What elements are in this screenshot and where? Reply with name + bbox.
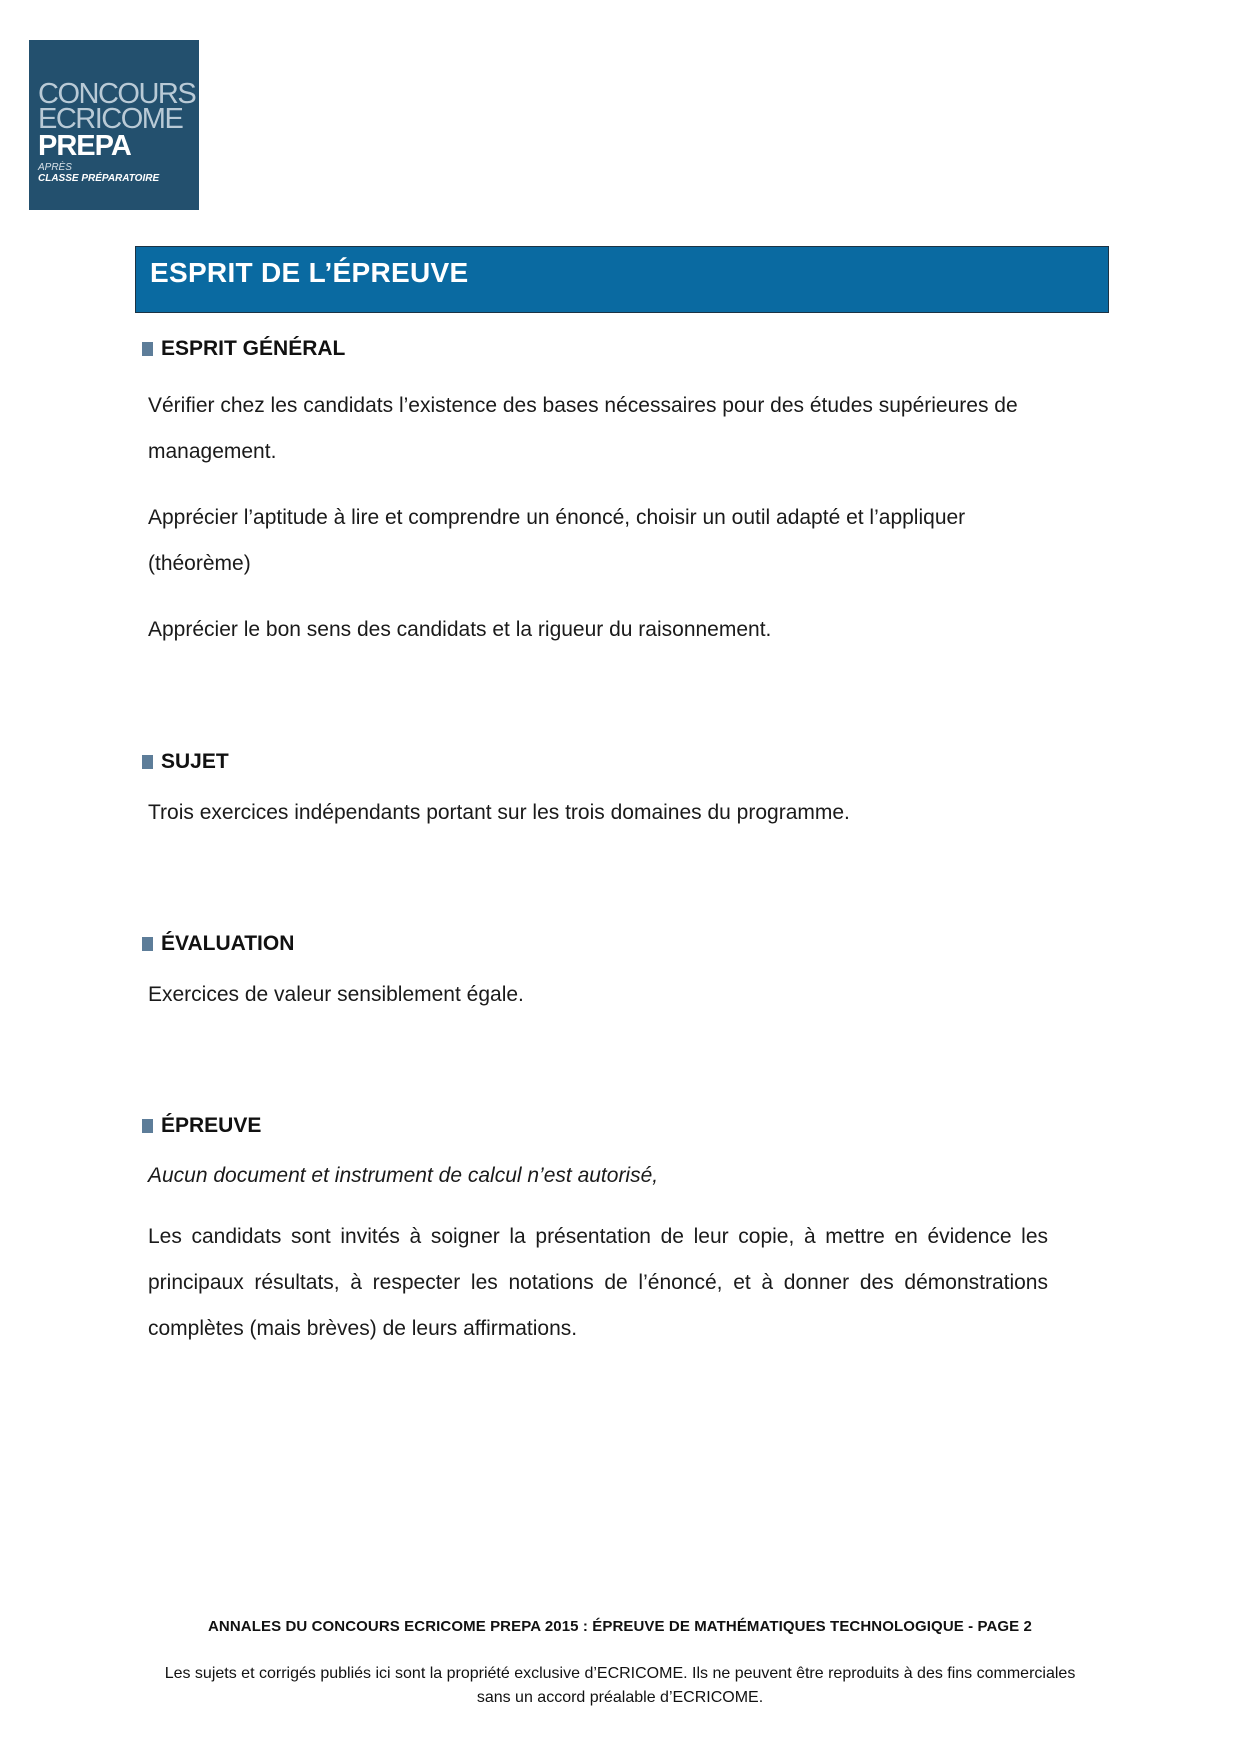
section-heading-esprit-general [142, 337, 345, 361]
title-banner [135, 246, 1109, 313]
paragraph: Exercices de valeur sensiblement égale. [148, 983, 524, 1006]
section-title: ÉPREUVE [161, 1114, 262, 1137]
paragraph: Trois exercices indépendants portant sur les trois domaines du programme. [148, 801, 850, 824]
section-heading-evaluation [142, 932, 294, 956]
paragraph: Les candidats sont invités à soigner la présentation de leur copie, à mettre en évidence les principaux résultats, à respecter les notations de l’énoncé, et à donner des démonstrations complètes (mais brèves) de leurs affirmations. [148, 1225, 1048, 1340]
section-heading-sujet [142, 750, 229, 774]
paragraph: Vérifier chez les candidats l’existence des bases nécessaires pour des études supérieures de management. [148, 394, 1018, 463]
square-bullet-icon [142, 1119, 153, 1133]
footer-title: ANNALES DU CONCOURS ECRICOME PREPA 2015 : ÉPREUVE DE MATHÉMATIQUES TECHNOLOGIQUE - PAGE 2 [208, 1618, 1032, 1635]
logo-line-prepa: PREPA [38, 130, 131, 162]
section-heading-epreuve [142, 1114, 261, 1138]
square-bullet-icon [142, 342, 153, 356]
section-title: ESPRIT GÉNÉRAL [161, 337, 346, 360]
page-title: ESPRIT DE L’ÉPREUVE [150, 257, 469, 288]
logo-line-apres: APRÈS [38, 162, 72, 173]
logo-line-ecricome: ECRICOME [38, 103, 183, 135]
footer-copyright-note: Les sujets et corrigés publiés ici sont la propriété exclusive d’ECRICOME. Ils ne peuvent être reproduits à des fins commerciales sans un accord préalable d’ECRICOME. [164, 1665, 1076, 1706]
section-title: SUJET [161, 750, 229, 773]
paragraph: Apprécier l’aptitude à lire et comprendre un énoncé, choisir un outil adapté et l’appliquer (théorème) [148, 506, 966, 575]
square-bullet-icon [142, 937, 153, 951]
logo-line-classe: CLASSE PRÉPARATOIRE [38, 173, 160, 184]
square-bullet-icon [142, 755, 153, 769]
logo-line-concours: CONCOURS [38, 78, 196, 110]
ecricome-logo [29, 40, 199, 210]
paragraph: Apprécier le bon sens des candidats et la rigueur du raisonnement. [148, 618, 772, 641]
section-title: ÉVALUATION [161, 932, 295, 955]
paragraph-italic: Aucun document et instrument de calcul n’est autorisé, [148, 1164, 659, 1187]
